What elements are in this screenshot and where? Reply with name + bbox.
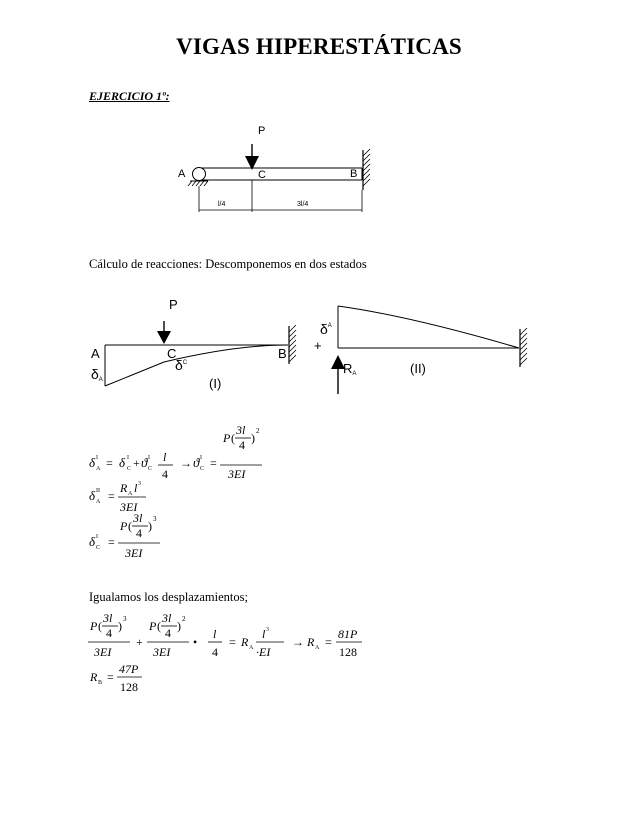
point-c-label: C xyxy=(258,169,266,181)
svg-text:3l: 3l xyxy=(103,611,113,625)
support-b-label: B xyxy=(350,168,358,180)
plus-sign: + xyxy=(314,338,322,353)
state1-delta-c: $\delta^C$ xyxy=(175,357,188,373)
svg-text:P: P xyxy=(120,519,128,533)
svg-text:3: 3 xyxy=(266,627,269,633)
svg-text:R: R xyxy=(307,635,315,649)
svg-text:δ: δ xyxy=(89,534,96,549)
svg-text:): ) xyxy=(177,619,181,633)
svg-text:A: A xyxy=(96,466,101,472)
svg-text:B: B xyxy=(98,680,103,686)
svg-text:(: ( xyxy=(98,619,102,633)
svg-text:P: P xyxy=(223,431,231,445)
svg-text:4: 4 xyxy=(239,438,245,452)
svg-text:l: l xyxy=(163,450,167,464)
state1-label-b: B xyxy=(278,346,287,361)
svg-text:): ) xyxy=(251,431,255,445)
svg-text:δ: δ xyxy=(119,455,126,470)
svg-text:ϑ: ϑ xyxy=(193,455,200,470)
svg-text:3l: 3l xyxy=(133,511,143,525)
svg-text:R: R xyxy=(90,670,98,684)
svg-text:A: A xyxy=(96,499,101,505)
svg-text:3l: 3l xyxy=(236,423,246,437)
svg-text:l: l xyxy=(134,481,138,495)
svg-text:l: l xyxy=(262,627,266,641)
svg-text:3EI: 3EI xyxy=(153,645,171,659)
load-label: P xyxy=(258,125,266,137)
svg-text:47P: 47P xyxy=(119,662,139,676)
state1-label-c: C xyxy=(167,346,177,361)
svg-text:I: I xyxy=(96,455,98,461)
svg-text:I: I xyxy=(148,455,150,461)
svg-text:·EI: ·EI xyxy=(256,645,271,659)
svg-text:R: R xyxy=(241,635,249,649)
svg-text:C: C xyxy=(200,466,205,472)
svg-text:•: • xyxy=(193,635,198,649)
svg-text:C: C xyxy=(96,545,101,551)
svg-text:I: I xyxy=(127,455,129,461)
svg-text:δ: δ xyxy=(89,488,96,503)
svg-text:l: l xyxy=(213,627,217,641)
svg-text:+: + xyxy=(133,456,140,470)
svg-text:R: R xyxy=(120,481,128,495)
page-title: VIGAS HIPERESTÁTICAS xyxy=(176,34,462,59)
svg-text:A: A xyxy=(249,645,254,651)
svg-text:4: 4 xyxy=(106,626,112,640)
svg-text:(: ( xyxy=(128,519,132,533)
dim-right-label: 3l/4 xyxy=(297,201,309,208)
svg-text:4: 4 xyxy=(162,467,168,481)
svg-text:(: ( xyxy=(231,431,235,445)
svg-text:4: 4 xyxy=(212,645,218,659)
svg-text:): ) xyxy=(118,619,122,633)
svg-text:I: I xyxy=(200,455,202,461)
svg-text:=: = xyxy=(325,635,332,649)
svg-text:3EI: 3EI xyxy=(94,645,112,659)
svg-text:3EI: 3EI xyxy=(120,500,138,514)
svg-text:A: A xyxy=(128,491,133,497)
state2-delta-a: $\delta^A$ xyxy=(320,321,332,337)
svg-text:=: = xyxy=(210,456,217,470)
svg-text:3: 3 xyxy=(123,615,127,623)
svg-text:(: ( xyxy=(157,619,161,633)
reactions-paragraph: Cálculo de reacciones: Descomponemos en dos estados xyxy=(89,257,367,271)
svg-text:3: 3 xyxy=(138,481,141,487)
exercise-heading: EJERCICIO 1º: xyxy=(89,89,170,103)
svg-text:P: P xyxy=(90,619,98,633)
svg-text:3EI: 3EI xyxy=(125,546,143,560)
svg-text:2: 2 xyxy=(256,427,260,435)
state1-delta-a: δA xyxy=(91,366,103,383)
svg-text:I: I xyxy=(96,534,98,540)
svg-text:=: = xyxy=(106,456,113,470)
svg-text:4: 4 xyxy=(165,626,171,640)
state1-label-a: A xyxy=(91,346,100,361)
svg-text:4: 4 xyxy=(136,526,142,540)
svg-text:=: = xyxy=(229,635,236,649)
svg-text:=: = xyxy=(107,670,114,684)
equation-reaction-b xyxy=(89,662,142,694)
svg-text:→: → xyxy=(180,456,192,470)
svg-text:II: II xyxy=(96,488,100,494)
svg-text:→: → xyxy=(292,635,304,649)
svg-text:3: 3 xyxy=(153,515,157,523)
svg-text:128: 128 xyxy=(339,645,357,659)
support-a-label: A xyxy=(178,168,186,180)
svg-text:128: 128 xyxy=(120,680,138,694)
svg-text:A: A xyxy=(315,645,320,651)
state1-load-label: P xyxy=(169,297,178,312)
svg-text:δ: δ xyxy=(89,455,96,470)
reaction-label: RA xyxy=(343,361,357,377)
svg-text:): ) xyxy=(148,519,152,533)
svg-text:2: 2 xyxy=(182,615,186,623)
dim-left-label: l/4 xyxy=(218,201,226,208)
svg-text:3EI: 3EI xyxy=(228,467,246,481)
svg-text:+: + xyxy=(136,635,143,649)
svg-text:ϑ: ϑ xyxy=(141,455,148,470)
svg-text:81P: 81P xyxy=(338,627,358,641)
equation-compatibility xyxy=(88,611,362,659)
svg-text:=: = xyxy=(108,535,115,549)
svg-text:C: C xyxy=(127,466,132,472)
svg-text:=: = xyxy=(108,489,115,503)
svg-text:C: C xyxy=(148,466,153,472)
svg-text:P: P xyxy=(149,619,157,633)
state2-label: (II) xyxy=(410,361,426,376)
svg-text:3l: 3l xyxy=(162,611,172,625)
equalize-paragraph: Igualamos los desplazamientos; xyxy=(89,590,248,604)
state1-label: (I) xyxy=(209,376,222,391)
